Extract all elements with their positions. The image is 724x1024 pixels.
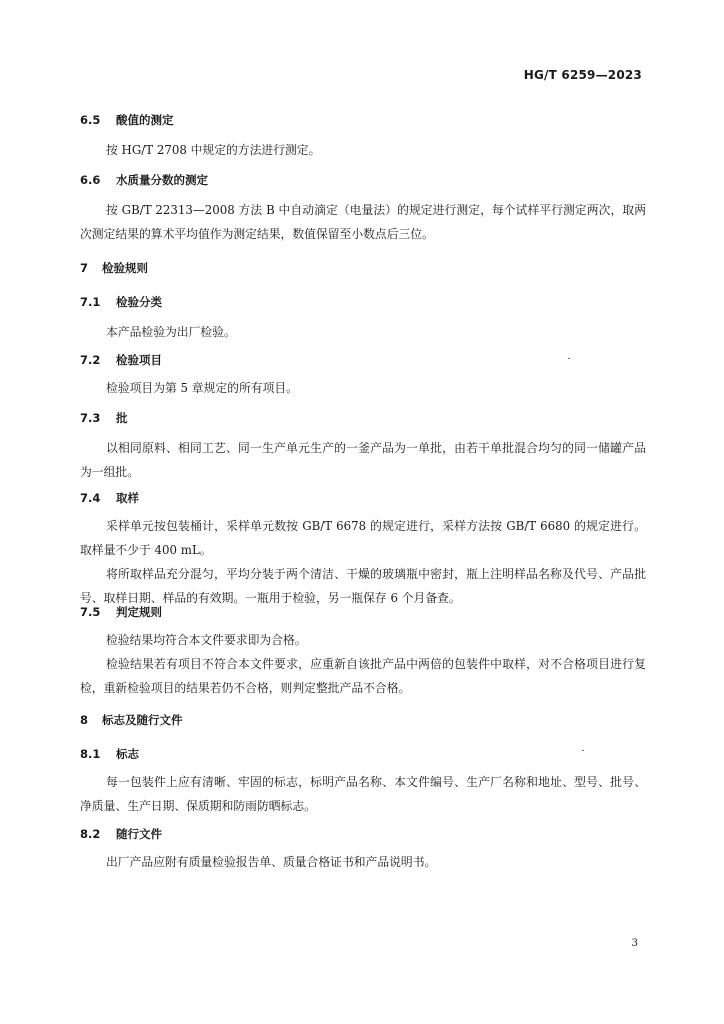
heading-7-2 [80, 352, 162, 368]
paragraph-7-4-sampling-units: 采样单元按包装桶计，采样单元数按 GB/T 6678 的规定进行，采样方法按 GB/T 6680 的规定进行。取样量不少于 400 mL。 [80, 519, 646, 557]
paragraph-7-5-pass: 检验结果均符合本文件要求即为合格。 [106, 633, 307, 647]
heading-8-2 [80, 826, 162, 842]
heading-title: 判定规则 [116, 605, 162, 619]
heading-6-6 [80, 172, 208, 188]
heading-title: 批 [116, 411, 128, 425]
heading-7 [80, 260, 148, 276]
paragraph-6-5: 按 HG/T 2708 中规定的方法进行测定。 [106, 143, 321, 157]
heading-number: 6.5 [80, 113, 101, 127]
paragraph-7-3: 以相同原料、相同工艺、同一生产单元生产的一釜产品为一单批，由若干单批混合均匀的同一储罐产品为一组批。 [80, 441, 646, 479]
page-number: 3 [631, 938, 638, 949]
heading-7-4 [80, 490, 139, 506]
heading-number: 6.6 [80, 173, 101, 187]
heading-number: 7.4 [80, 491, 101, 505]
paragraph-7-2: 检验项目为第 5 章规定的所有项目。 [106, 381, 298, 395]
paragraph-8-2: 出厂产品应附有质量检验报告单、质量合格证书和产品说明书。 [106, 855, 437, 869]
paragraph-6-6: 按 GB/T 22313—2008 方法 B 中自动滴定（电量法）的规定进行测定，每个试样平行测定两次，取两次测定结果的算术平均值作为测定结果，数值保留至小数点后三位。 [80, 203, 646, 241]
heading-number: 7 [80, 261, 89, 275]
paragraph-7-4-sample-split: 将所取样品充分混匀，平均分装于两个清洁、干燥的玻璃瓶中密封，瓶上注明样品名称及代号、产品批号、取样日期、样品的有效期。一瓶用于检验，另一瓶保存 6 个月备查。 [80, 567, 646, 605]
scan-speck [568, 358, 570, 359]
heading-6-5 [80, 112, 174, 128]
heading-number: 7.1 [80, 295, 101, 309]
heading-title: 标志及随行文件 [102, 713, 183, 727]
heading-title: 检验分类 [116, 295, 162, 309]
heading-number: 7.5 [80, 605, 101, 619]
paragraph-7-1: 本产品检验为出厂检验。 [106, 325, 236, 339]
heading-title: 水质量分数的测定 [116, 173, 208, 187]
heading-7-5 [80, 604, 162, 620]
heading-7-3 [80, 410, 128, 426]
standard-code-header: HG/T 6259—2023 [523, 68, 642, 82]
heading-number: 7.2 [80, 353, 101, 367]
heading-title: 酸值的测定 [116, 113, 174, 127]
heading-8-1 [80, 746, 139, 762]
paragraph-8-1: 每一包装件上应有清晰、牢固的标志，标明产品名称、本文件编号、生产厂名称和地址、型号、批号、净质量、生产日期、保质期和防雨防晒标志。 [80, 775, 646, 813]
heading-7-1 [80, 294, 162, 310]
heading-title: 随行文件 [116, 827, 162, 841]
heading-number: 8 [80, 713, 89, 727]
heading-8 [80, 712, 183, 728]
heading-title: 检验规则 [102, 261, 148, 275]
heading-number: 8.2 [80, 827, 101, 841]
heading-title: 取样 [116, 491, 139, 505]
scan-speck [582, 750, 584, 751]
paragraph-7-5-recheck: 检验结果若有项目不符合本文件要求，应重新自该批产品中两倍的包装件中取样，对不合格项目进行复检，重新检验项目的结果若仍不合格，则判定整批产品不合格。 [80, 657, 646, 695]
heading-number: 7.3 [80, 411, 101, 425]
heading-title: 检验项目 [116, 353, 162, 367]
heading-title: 标志 [116, 747, 139, 761]
heading-number: 8.1 [80, 747, 101, 761]
